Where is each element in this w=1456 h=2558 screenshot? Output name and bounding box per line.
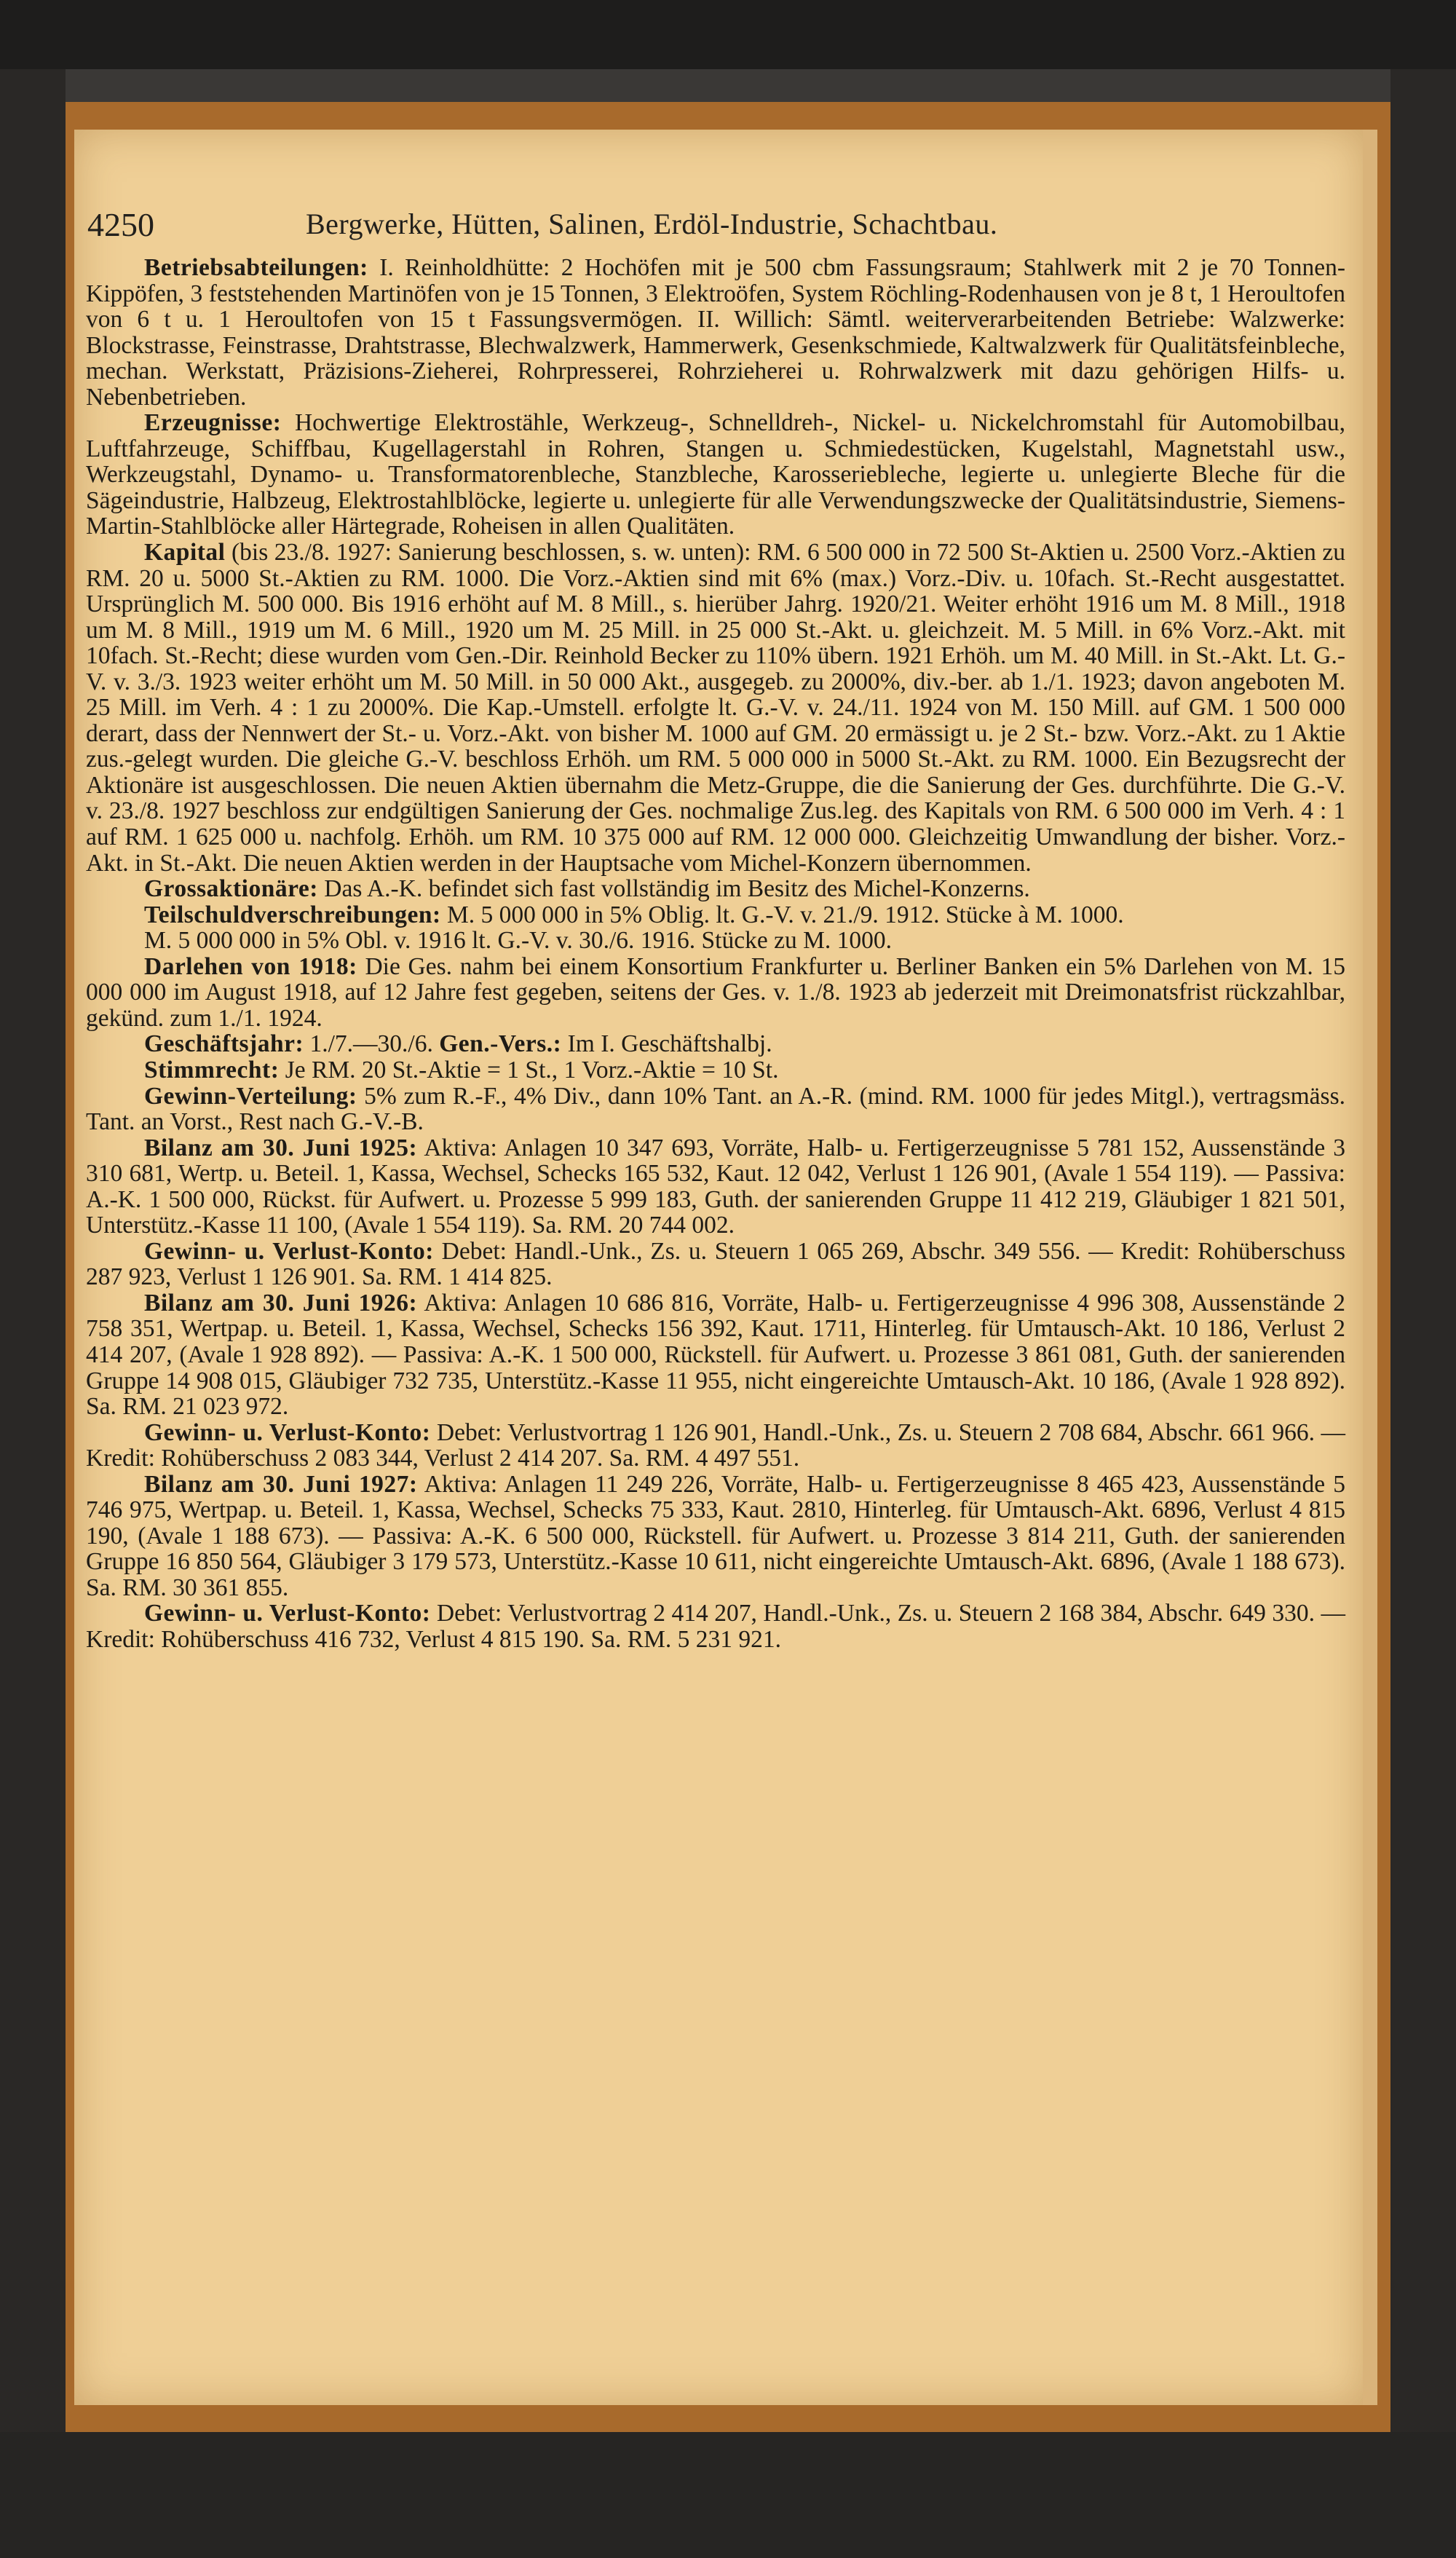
paragraph-gv-konto-1927 bbox=[86, 1600, 1345, 1652]
paragraph-obligation-1916 bbox=[86, 928, 1345, 954]
page-body bbox=[86, 255, 1345, 1653]
paragraph-lead: Geschäftsjahr: bbox=[144, 1030, 304, 1058]
paragraph-lead: Erzeugnisse: bbox=[144, 409, 282, 437]
paragraph-text: 1./7.—30./6. bbox=[304, 1030, 440, 1058]
paragraph-text: Aktiva: Anlagen 10 347 693, Vorräte, Halb- u. Fertigerzeugnisse 5 781 152, Aussenstände 3 310 681, Wertp. u. Beteil. 1, Kassa, Wechsel, Schecks 165 532, Kaut. 12 042, Verlust 1 126 901, (Avale 1 554 119). — Passiva: A.-K. 1 500 000, Rückst. für Aufwert. u. Prozesse 5 999 183, Guth. der sanierenden Gruppe 11 412 219, Gläubiger 1 821 501, Unterstütz.-Kasse 11 100, (Avale 1 554 119). Sa. RM. 20 744 002. bbox=[86, 1134, 1346, 1239]
paragraph-geschaeftsjahr bbox=[86, 1031, 1345, 1057]
paragraph-gewinn-verteilung bbox=[86, 1083, 1345, 1135]
paragraph-lead: Gen.-Vers.: bbox=[439, 1030, 562, 1058]
paragraph-lead: Gewinn-Verteilung: bbox=[144, 1082, 357, 1110]
paragraph-lead: Teilschuldverschreibungen: bbox=[144, 901, 441, 928]
paragraph-text: Im I. Geschäftshalbj. bbox=[561, 1030, 772, 1058]
paragraph-text: Das A.-K. befindet sich fast vollständig im Besitz des Michel-Konzerns. bbox=[317, 875, 1030, 903]
paragraph-lead: Darlehen von 1918: bbox=[144, 952, 357, 980]
paragraph-grossaktionaere bbox=[86, 876, 1345, 902]
paragraph-text: Debet: Handl.-Unk., Zs. u. Steuern 1 065 269, Abschr. 349 556. — Kredit: Rohüberschuss 287 923, Verlust 1 126 901. Sa. RM. 1 414 825. bbox=[86, 1237, 1346, 1291]
paragraph-bilanz-1927 bbox=[86, 1472, 1345, 1601]
scan-top-border bbox=[0, 0, 1456, 69]
paragraph-gv-konto-1926 bbox=[86, 1420, 1345, 1472]
paragraph-lead: Gewinn- u. Verlust-Konto: bbox=[144, 1237, 434, 1265]
paragraph-text: Debet: Verlustvortrag 1 126 901, Handl.-Unk., Zs. u. Steuern 2 708 684, Abschr. 661 966. — Kredit: Rohüberschuss 2 083 344, Verlust 2 414 207. Sa. RM. 4 497 551. bbox=[86, 1418, 1345, 1472]
paragraph-teilschuldverschreibungen bbox=[86, 902, 1345, 928]
paragraph-text: M. 5 000 000 in 5% Obl. v. 1916 lt. G.-V. v. 30./6. 1916. Stücke zu M. 1000. bbox=[144, 927, 893, 955]
paragraph-text: M. 5 000 000 in 5% Oblig. lt. G.-V. v. 21./9. 1912. Stücke à M. 1000. bbox=[440, 901, 1124, 928]
paragraph-text: Debet: Verlustvortrag 2 414 207, Handl.-Unk., Zs. u. Steuern 2 168 384, Abschr. 649 330. — Kredit: Rohüberschuss 416 732, Verlust 4 815 190. Sa. RM. 5 231 921. bbox=[86, 1600, 1345, 1653]
paragraph-text: (bis 23./8. 1927: Sanierung beschlossen, s. w. unten): RM. 6 500 000 in 72 500 St-Aktien u. 2500 Vorz.-Aktien zu RM. 20 u. 5000 St.-Aktien zu RM. 1000. Die Vorz.-Aktien sind mit 6% (max.) Vorz.-Div. u. 10fach. St.-Recht ausgestattet. Ursprünglich M. 500 000. Bis 1916 erhöht auf M. 8 Mill., s. hierüber Jahrg. 1920/21. Weiter erhöht 1916 um M. 8 Mill., 1918 um M. 8 Mill., 1919 um M. 6 Mill., 1920 um M. 25 Mill. in 25 000 St.-Akt. u. gleichzeit. M. 5 Mill. in 6% Vorz.-Akt. mit 10fach. St.-Recht; diese wurden vom Gen.-Dir. Reinhold Becker zu 110% übern. 1921 Erhöh. um M. 40 Mill. in St.-Akt. Lt. G.-V. v. 3./3. 1923 weiter erhöht um M. 50 Mill. in 50 000 Akt., ausgegeb. zu 2000%, div.-ber. ab 1./1. 1923; davon angeboten M. 25 Mill. im Verh. 4 : 1 zu 2000%. Die Kap.-Umstell. erfolgte lt. G.-V. v. 24./11. 1924 von M. 150 Mill. auf GM. 1 500 000 derart, dass der Nennwert der St.- u. Vorz.-Akt. von bisher M. 1000 auf GM. 20 ermässigt u. je 2 St.- bzw. Vorz.-Akt. zu 1 Aktie zus.-gelegt wurden. Die gleiche G.-V. beschloss Erhöh. um RM. 5 000 000 in 5000 St.-Akt. zu RM. 1000. Ein Bezugsrecht der Aktionäre ist ausgeschlossen. Die neuen Aktien übernahm die Metz-Gruppe, die die Sanierung der Ges. durchführte. Die G.-V. v. 23./8. 1927 beschloss zur endgültigen Sanierung der Ges. nochmalige Zus.leg. des Kapitals von RM. 6 500 000 im Verh. 4 : 1 auf RM. 1 625 000 u. nachfolg. Erhöh. um RM. 10 375 000 auf RM. 12 000 000. Gleichzeitig Umwandlung der bisher. Vorz.-Akt. in St.-Akt. Die neuen Aktien werden in der Hauptsache vom Michel-Konzern übernommen. bbox=[86, 539, 1345, 877]
paragraph-lead: Betriebsabteilungen: bbox=[144, 254, 368, 281]
paragraph-text: I. Reinholdhütte: 2 Hochöfen mit je 500 cbm Fassungsraum; Stahlwerk mit 2 je 70 Tonnen-Kippöfen, 3 feststehenden Martinöfen von je 15 Tonnen, 3 Elektroöfen, System Röchling-Rodenhausen von je 8 t, 1 Heroultofen von 6 t u. 1 Heroultofen von 15 t Fassungsvermögen. II. Willich: Sämtl. weiterverarbeitenden Betriebe: Walzwerke: Blockstrasse, Feinstrasse, Drahtstrasse, Blechwalzwerk, Hammerwerk, Gesenkschmiede, Kaltwalzwerk für Qualitätsfeinbleche, mechan. Werkstatt, Präzisions-Zieherei, Rohrpresserei, Rohrzieherei u. Rohrwalzwerk mit dazu gehörigen Hilfs- u. Nebenbetrieben. bbox=[86, 254, 1345, 411]
paragraph-darlehen bbox=[86, 954, 1345, 1032]
paragraph-lead: Bilanz am 30. Juni 1927: bbox=[144, 1470, 418, 1498]
paragraph-lead: Gewinn- u. Verlust-Konto: bbox=[144, 1418, 431, 1446]
paragraph-kapital bbox=[86, 540, 1345, 876]
paragraph-lead: Kapital bbox=[144, 539, 226, 567]
paragraph-gv-konto-1925 bbox=[86, 1239, 1345, 1290]
paragraph-lead: Bilanz am 30. Juni 1925: bbox=[144, 1134, 418, 1161]
paragraph-bilanz-1925 bbox=[86, 1135, 1345, 1239]
paragraph-stimmrecht bbox=[86, 1057, 1345, 1083]
page-gutter bbox=[1363, 130, 1377, 2405]
paragraph-text: Hochwertige Elektrostähle, Werkzeug-, Schnelldreh-, Nickel- u. Nickelchromstahl für Automobilbau, Luftfahrzeuge, Schiffbau, Kugellagerstahl in Rohren, Stangen u. Schmiedestücken, Kugelstahl, Magnetstahl usw., Werkzeugstahl, Dynamo- u. Transformatorenbleche, Stanzbleche, Karosseriebleche, legierte u. unlegierte Bleche für die Sägeindustrie, Halbzeug, Elektrostahlblöcke, legierte u. unlegierte für alle Verwendungszwecke der Qualitätsindustrie, Siemens-Martin-Stahlblöcke aller Härtegrade, Roheisen in allen Qualitäten. bbox=[86, 409, 1345, 540]
paragraph-lead: Gewinn- u. Verlust-Konto: bbox=[144, 1600, 431, 1627]
paragraph-bilanz-1926 bbox=[86, 1290, 1345, 1420]
paragraph-lead: Grossaktionäre: bbox=[144, 875, 318, 903]
paragraph-text: Die Ges. nahm bei einem Konsortium Frankfurter u. Berliner Banken ein 5% Darlehen von M. 15 000 000 im August 1918, auf 12 Jahre fest gegeben, seitens der Ges. v. 1./8. 1923 ab jederzeit mit Dreimonatsfrist rückzahlbar, gekünd. zum 1./1. 1924. bbox=[86, 952, 1345, 1032]
paragraph-text: 5% zum R.-F., 4% Div., dann 10% Tant. an A.-R. (mind. RM. 1000 für jedes Mitgl.), vertragsmäss. Tant. an Vorst., Rest nach G.-V.-B. bbox=[86, 1082, 1345, 1136]
paragraph-text: Je RM. 20 St.-Aktie = 1 St., 1 Vorz.-Aktie = 10 St. bbox=[279, 1056, 779, 1083]
paragraph-text: Aktiva: Anlagen 11 249 226, Vorräte, Halb- u. Fertigerzeugnisse 8 465 423, Aussenstände 5 746 975, Wertpap. u. Beteil. 1, Kassa, Wechsel, Schecks 75 333, Kaut. 2810, Hinterleg. für Umtausch-Akt. 6896, Verlust 4 815 190, (Avale 1 188 673). — Passiva: A.-K. 6 500 000, Rückstell. für Aufwert. u. Prozesse 3 814 211, Guth. der sanierenden Gruppe 16 850 564, Gläubiger 3 179 573, Unterstütz.-Kasse 10 611, nicht eingereichte Umtausch-Akt. 6896, (Avale 1 188 673). Sa. RM. 30 361 855. bbox=[86, 1470, 1345, 1601]
paragraph-erzeugnisse bbox=[86, 410, 1345, 540]
paragraph-lead: Bilanz am 30. Juni 1926: bbox=[144, 1289, 418, 1316]
paragraph-lead: Stimmrecht: bbox=[144, 1056, 280, 1083]
paragraph-betriebsabteilungen bbox=[86, 255, 1345, 410]
scan-bottom-border bbox=[0, 2432, 1456, 2558]
running-head: Bergwerke, Hütten, Salinen, Erdöl-Industrie, Schachtbau. bbox=[306, 208, 998, 240]
page-number: 4250 bbox=[87, 206, 154, 243]
page-header bbox=[87, 205, 1347, 246]
paragraph-text: Aktiva: Anlagen 10 686 816, Vorräte, Halb- u. Fertigerzeugnisse 4 996 308, Aussenstände 2 758 351, Wertpap. u. Beteil. 1, Kassa, Wechsel, Schecks 156 392, Kaut. 1711, Hinterleg. für Umtausch-Akt. 10 186, Verlust 2 414 207, (Avale 1 928 892). — Passiva: A.-K. 1 500 000, Rückstell. für Aufwert. u. Prozesse 3 861 081, Guth. der sanierenden Gruppe 14 908 015, Gläubiger 732 735, Unterstütz.-Kasse 11 955, nicht eingereichte Umtausch-Akt. 10 186, (Avale 1 928 892). Sa. RM. 21 023 972. bbox=[86, 1289, 1346, 1421]
